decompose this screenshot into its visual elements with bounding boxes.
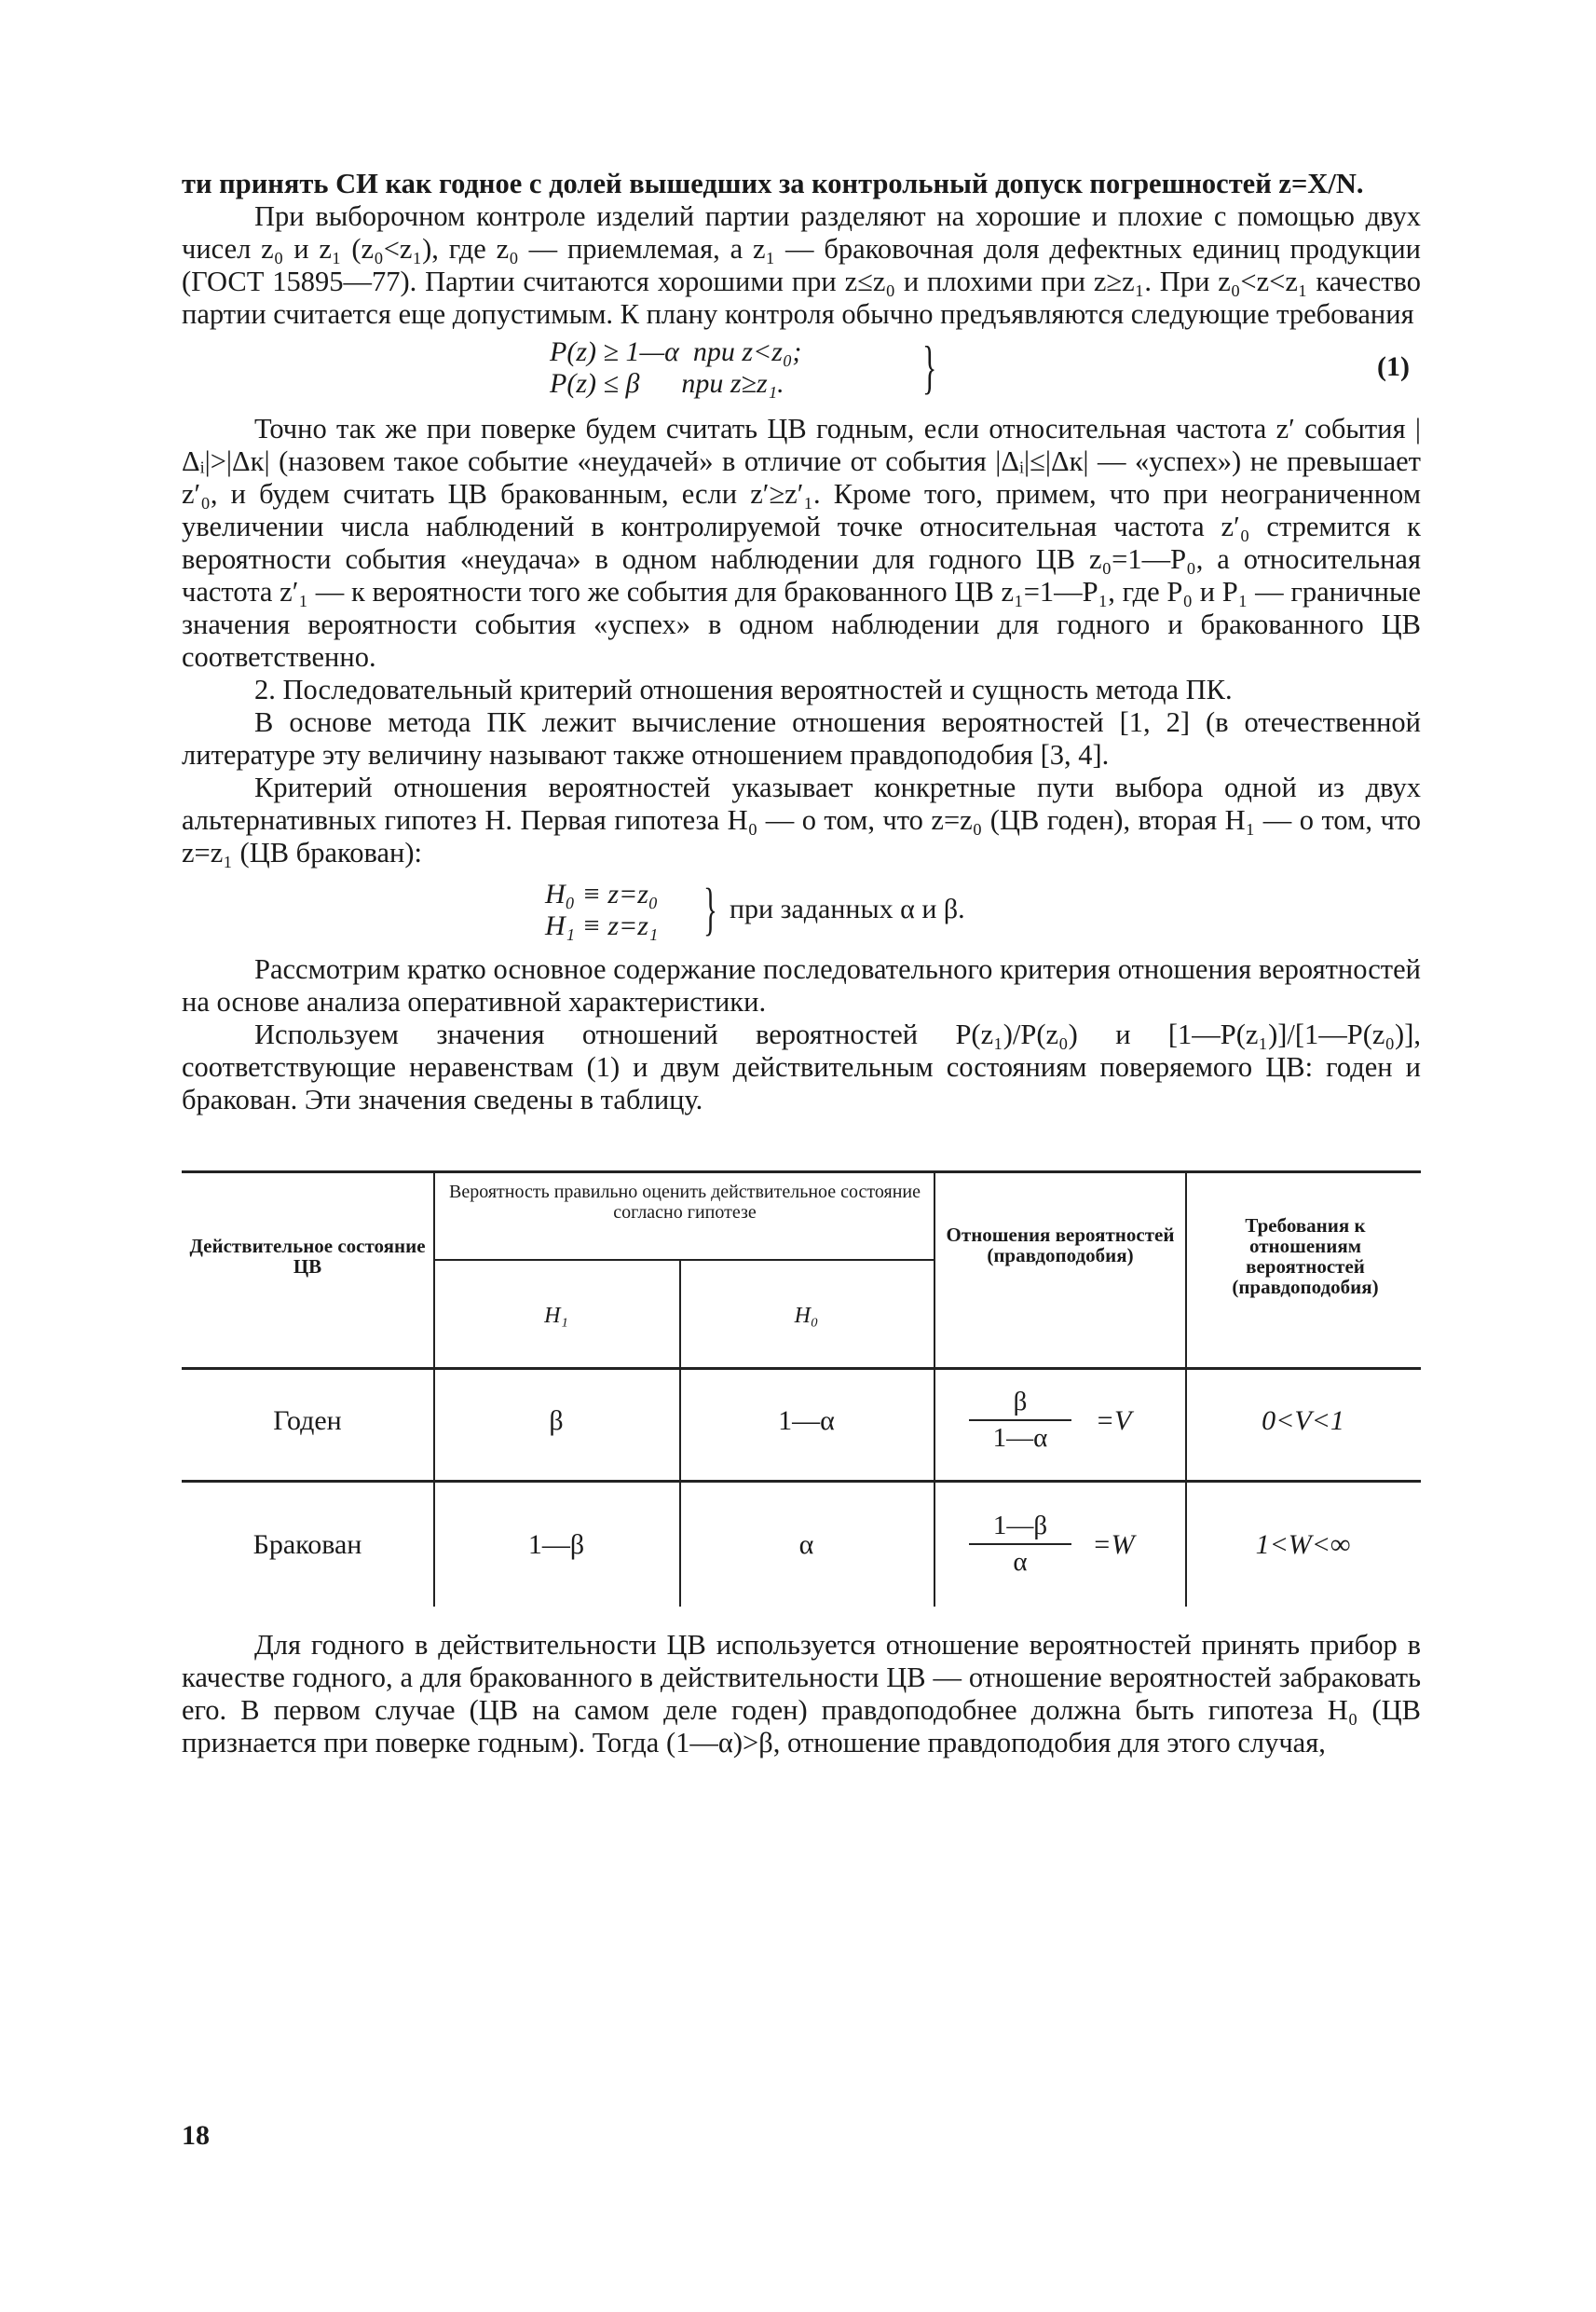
paragraph-9: Для годного в действительности ЦВ используется отношение вероятностей принять прибор в качестве годного, а для бракованного в действительности ЦВ — отношение вероятностей забраковать его. В первом случае (ЦВ на самом деле годен) правдоподобнее должна быть гипотеза H₀ (ЦВ признается при поверке годным). Тогда (1—α)>β, отношение правдоподобия для этого случая, <box>182 1629 1421 1758</box>
row-good-ratio-symbol: =V <box>1095 1405 1132 1436</box>
row-good-ratio <box>969 1387 1071 1454</box>
formula-1-line-2: P(z) ≤ β при z≥z₁. <box>550 368 784 399</box>
paragraph-8: Используем значения отношений вероятностей P(z₁)/P(z₀) и [1—P(z₁)]/[1—P(z₀)], соответствующие неравенствам (1) и двум действительным состояниям поверяемого ЦВ: годен и бракован. Эти значения сведены в таблицу. <box>182 1019 1421 1115</box>
header-ratio: Отношения вероятностей (правдоподобия) <box>946 1224 1175 1266</box>
header-h0: H₀ <box>794 1304 819 1328</box>
formula-1-brace: } <box>922 334 937 400</box>
paragraph-5: В основе метода ПК лежит вычисление отношения вероятностей [1, 2] (в отечественной литературе эту величину называют также отношением правдоподобия [3, 4]. <box>182 706 1421 771</box>
page-number: 18 <box>182 2120 210 2151</box>
formula-2-condition: при заданных α и β. <box>730 894 965 924</box>
row-good-state: Годен <box>273 1405 342 1436</box>
paragraph-6: Критерий отношения вероятностей указывает конкретные пути выбора одной из двух альтернативных гипотез H. Первая гипотеза H₀ — о том, что z=z₀ (ЦВ годен), вторая H₁ — о том, что z=z₁ (ЦВ бракован): <box>182 772 1421 869</box>
table-row-rule <box>182 1480 1421 1483</box>
row-good-ratio-denominator: 1—α <box>992 1423 1048 1453</box>
probability-table <box>182 1170 1421 1577</box>
table-vline-3 <box>934 1170 935 1607</box>
header-state: Действительное состояние ЦВ <box>189 1235 426 1278</box>
paragraph-2: При выборочном контроле изделий партии разделяют на хорошие и плохие с помощью двух чисел z₀ и z₁ (z₀<z₁), где z₀ — приемлемая, а z₁ — браковочная доля дефектных единиц продукции (ГОСТ 15895—77). Партии считаются хорошими при z≤z₀ и плохими при z≥z₁. При z₀<z<z₁ качество партии считается еще допустимым. К плану контроля обычно предъявляются следующие требования <box>182 200 1421 330</box>
row-bad-ratio <box>969 1511 1071 1578</box>
formula-2-line-1: H₀ ≡ z=z₀ <box>545 879 659 910</box>
table-top-rule <box>182 1170 1421 1173</box>
formula-1-number: (1) <box>1377 351 1410 382</box>
row-good-h1: β <box>549 1405 564 1436</box>
row-bad-ratio-bar <box>969 1543 1071 1545</box>
section-heading: 2. Последовательный критерий отношения вероятностей и сущность метода ПК. <box>254 674 1233 705</box>
paragraph-1: ти принять СИ как годное с долей вышедших за контрольный допуск погрешностей z=X/N. <box>182 168 1364 199</box>
row-bad-h1: 1—β <box>527 1529 585 1560</box>
table-subheader-rule <box>433 1259 934 1261</box>
header-probability: Вероятность правильно оценить действительное состояние согласно гипотезе <box>449 1182 921 1223</box>
row-bad-requirement: 1<W<∞ <box>1255 1529 1351 1560</box>
formula-1 <box>182 333 1421 405</box>
row-good-ratio-bar <box>969 1419 1071 1421</box>
paragraph-3: Точно так же при поверке будем считать ЦВ годным, если относительная частота z′ события |Δᵢ|>|Δк| (назовем такое событие «неудачей» в отличие от события |Δᵢ|≤|Δк| — «успех») не превышает z′₀, и будем считать ЦВ бракованным, если z′≥z′₁. Кроме того, примем, что при неограниченном увеличении числа наблюдений в контролируемой точке относительная частота z′₀ стремится к вероятности события «неудача» в одном наблюдении для годного ЦВ z₀=1—P₀, а относительная частота z′₁ — к вероятности того же события для бракованного ЦВ z₁=1—P₁, где P₀ и P₁ — граничные значения вероятности события «успех» в одном наблюдении для годного и бракованного ЦВ соответственно. <box>182 413 1421 673</box>
row-good-requirement: 0<V<1 <box>1262 1405 1344 1436</box>
row-bad-ratio-symbol: =W <box>1092 1529 1135 1560</box>
paragraph-7: Рассмотрим кратко основное содержание последовательного критерия отношения вероятностей на основе анализа оперативной характеристики. <box>182 953 1421 1018</box>
formula-2-line-2: H₁ ≡ z=z₁ <box>545 910 659 941</box>
row-bad-ratio-denominator: α <box>1013 1547 1028 1577</box>
formula-2-brace: } <box>703 878 717 941</box>
header-requirement: Требования к отношениям вероятностей (правдоподобия) <box>1232 1214 1379 1298</box>
header-h1: H₁ <box>544 1304 568 1328</box>
formula-1-line-1: P(z) ≥ 1—α при z<z₀; <box>550 336 802 367</box>
table-header-rule <box>182 1367 1421 1370</box>
row-bad-h0: α <box>798 1529 814 1560</box>
row-good-h0: 1—α <box>778 1405 835 1436</box>
page-body <box>182 168 1421 1759</box>
row-bad-state: Бракован <box>252 1529 362 1560</box>
formula-2 <box>182 875 1421 946</box>
row-good-ratio-numerator: β <box>1013 1387 1028 1416</box>
row-bad-ratio-numerator: 1—β <box>992 1511 1048 1540</box>
